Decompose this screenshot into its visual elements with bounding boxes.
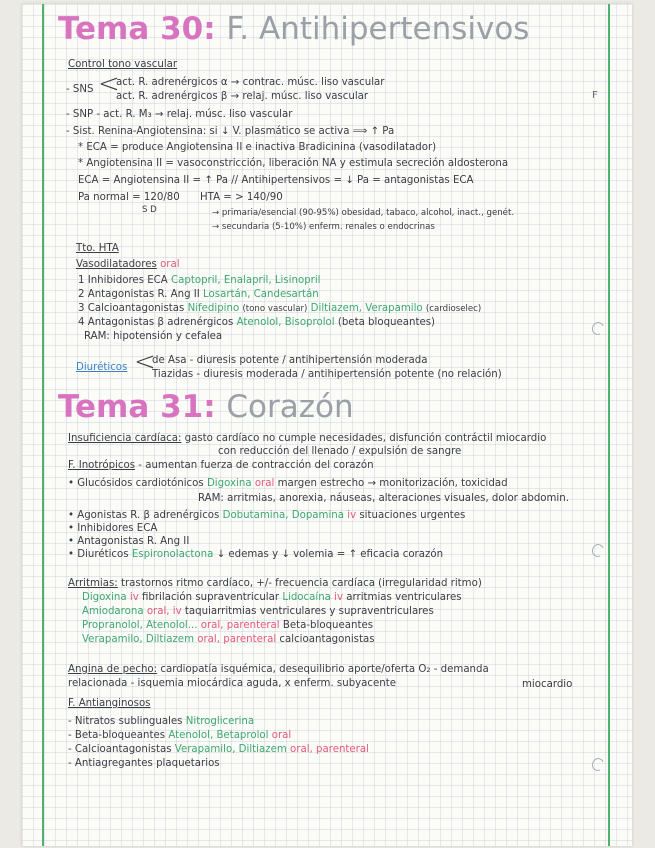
note-line: → primaria/esencial (90-95%) obesidad, tabaco, alcohol, inact., genét. <box>212 208 515 218</box>
note-line: • Antagonistas R. Ang II <box>68 536 190 547</box>
note-line: Arritmias: trastornos ritmo cardíaco, +/- frecuencia cardíaca (irregularidad ritmo) <box>68 578 482 589</box>
drug-line: Digoxina iv fibrilación supraventricular Lidocaína iv arritmias ventriculares <box>82 592 462 603</box>
note-line: • Inhibidores ECA <box>68 523 158 534</box>
note-line: RAM: hipotensión y cefalea <box>84 331 223 342</box>
drug-line: • Glucósidos cardiotónicos Digoxina oral margen estrecho → monitorización, toxicidad <box>68 478 508 489</box>
drug-line: Verapamilo, Diltiazem oral, parenteral calcioantagonistas <box>82 634 375 645</box>
note-line: → secundaria (5-10%) enferm. renales o endocrinas <box>212 222 435 232</box>
note-line: Pa normal = 120/80 <box>78 192 180 203</box>
note-line: con reducción del llenado / expulsión de sangre <box>218 446 462 457</box>
brace: < <box>134 347 156 377</box>
section-heading: Control tono vascular <box>68 59 178 70</box>
drug-line: 3 Calcioantagonistas Nifedipino (tono vascular) Diltiazem, Verapamilo (cardioselec) <box>78 303 482 314</box>
note-line: - Antiagregantes plaquetarios <box>68 758 220 769</box>
note-line: Tiazidas - diuresis moderada / antihipertensión potente (no relación) <box>152 369 502 380</box>
note-line: S D <box>142 205 157 215</box>
drug-line: Propranolol, Atenolol... oral, parenteral Beta-bloqueantes <box>82 620 374 631</box>
drug-line: • Diuréticos Espironolactona ↓ edemas y ↓ volemia = ↑ eficacia corazón <box>68 549 444 560</box>
ring-hole <box>590 756 606 772</box>
drug-line: 2 Antagonistas R. Ang II Losartán, Candesartán <box>78 289 319 300</box>
drug-line: 1 Inhibidores ECA Captopril, Enalapril, Lisinopril <box>78 275 321 286</box>
note-line: HTA = > 140/90 <box>200 192 283 203</box>
note-line: act. R. adrenérgicos β → relaj. músc. liso vascular <box>116 91 369 102</box>
ring-hole <box>590 542 606 558</box>
drug-line: - Beta-bloqueantes Atenolol, Betaprolol oral <box>68 730 292 741</box>
subsection-heading: F. Antianginosos <box>68 698 151 709</box>
drug-line: - Calcioantagonistas Verapamilo, Diltiazem oral, parenteral <box>68 744 369 755</box>
section-heading: Tto. HTA <box>76 243 119 254</box>
drug-line: Amiodarona oral, iv taquiarritmias ventriculares y supraventriculares <box>82 606 434 617</box>
section-title: Tema 31: Corazón <box>58 389 354 425</box>
note-line: relacionada - isquemia miocárdica aguda, x enferm. subyacente <box>68 678 397 689</box>
subsection-heading: Vasodilatadores oral <box>76 259 180 270</box>
note-line: * Angiotensina II = vasoconstricción, liberación NA y estimula secreción aldosterona <box>78 158 509 169</box>
margin-mark: F <box>592 90 598 101</box>
note-line: * ECA = produce Angiotensina II e inactiva Bradicinina (vasodilatador) <box>78 142 437 153</box>
note-line: miocardio <box>522 679 573 690</box>
subsection-heading: Diuréticos <box>76 362 128 373</box>
drug-line: 4 Antagonistas β adrenérgicos Atenolol, Bisoprolol (beta bloqueantes) <box>78 317 436 328</box>
subsection-heading: F. Inotrópicos - aumentan fuerza de contracción del corazón <box>68 460 374 471</box>
note-line: act. R. adrenérgicos α → contrac. músc. liso vascular <box>116 77 385 88</box>
note-line: Angina de pecho: cardiopatía isquémica, desequilibrio aporte/oferta O₂ - demanda <box>68 664 489 675</box>
margin-line-left <box>42 4 44 846</box>
margin-line-right <box>608 4 610 846</box>
notebook-page <box>22 4 632 846</box>
note-line: RAM: arritmias, anorexia, náuseas, alteraciones visuales, dolor abdomin. <box>198 493 569 504</box>
note-line: Insuficiencia cardíaca: gasto cardíaco no cumple necesidades, disfunción contráctil miocardio <box>68 433 547 444</box>
note-line: - Sist. Renina-Angiotensina: si ↓ V. plasmático se activa ⟹ ↑ Pa <box>66 126 395 137</box>
page-title: Tema 30: F. Antihipertensivos <box>58 11 530 47</box>
drug-line: • Agonistas R. β adrenérgicos Dobutamina, Dopamina iv situaciones urgentes <box>68 510 466 521</box>
note-line: - SNS <box>66 84 94 95</box>
brace: < <box>98 69 120 99</box>
ring-hole <box>590 320 606 336</box>
drug-line: - Nitratos sublinguales Nitroglicerina <box>68 716 255 727</box>
note-line: ECA = Angiotensina II = ↑ Pa // Antihipertensivos = ↓ Pa = antagonistas ECA <box>78 175 474 186</box>
note-line: de Asa - diuresis potente / antihipertensión moderada <box>152 355 428 366</box>
note-line: - SNP - act. R. M₃ → relaj. músc. liso vascular <box>66 109 293 120</box>
